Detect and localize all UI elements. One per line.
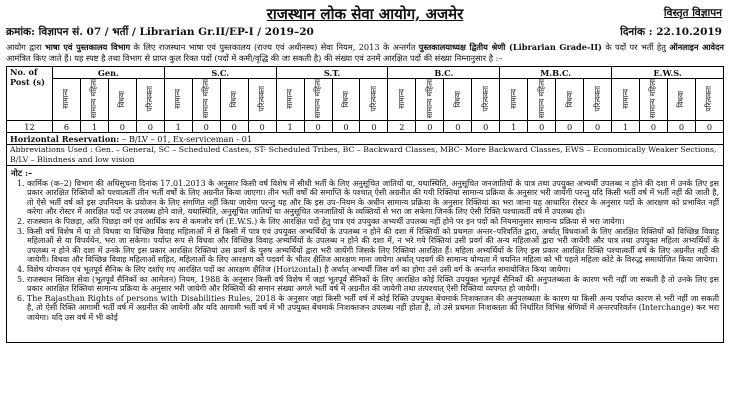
sub-header-4-1 <box>528 79 556 121</box>
sub-header-label: परित्यक्ता <box>368 85 378 112</box>
sub-header-5-2 <box>667 79 695 121</box>
abbreviations-row: Abbreviations Used : Gen. – General, SC – Scheduled Castes, ST- Scheduled Tribes, BC – Backward Classes, MBC- More Backward Classes, EWS – Economically Weaker Sections, B/LV – Blindness and low vision <box>7 145 724 165</box>
sub-header-1-0 <box>164 79 192 121</box>
header <box>6 4 724 40</box>
note-text: राजस्थान सिविल सेवा (भूतपूर्व सैनिकों का आमेलन) नियम, 1988 के अनुसार किसी वर्ष विशेष में जहां भूतपूर्व सैनिकों के लिए आरक्षित कोई रिक्ति उपयुक्त भूतपूर्व सैनिकों की अनुपलब्धता के कारण भरी नहीं जा सकती है तो उनके लिए इस प्रकार आरक्षित रिक्तियां सामान्य प्रक्रिया के अनुसार भरी जायेगी और रिक्तियों की समान संख्या अगले भर्ती वर्ष में अग्रनीत की जायेगी तथा तत्पश्चात् ऐसी रिक्तियां व्यपगत हो जायेगी। <box>27 274 719 294</box>
post-count-cell: 0 <box>136 121 164 133</box>
sub-header-label: परित्यक्ता <box>145 85 155 112</box>
sub-header-label: परित्यक्ता <box>480 85 490 112</box>
intro-text-2: के लिए राजस्थान भाषा एवं पुस्तकालय (राज्य एवं अधीनस्थ) सेवा नियम, 2013 के अन्तर्गत <box>130 42 419 52</box>
sub-header-2-1 <box>304 79 332 121</box>
post-count-cell: 0 <box>556 121 584 133</box>
intro-bold-1: भाषा एवं पुस्तकालय विभाग <box>44 42 131 52</box>
post-count-cell: 0 <box>444 121 472 133</box>
sub-header-label: परित्यक्ता <box>257 85 267 112</box>
sub-header-0-0 <box>53 79 81 121</box>
sub-header-label: विधवा <box>117 90 127 108</box>
post-count-cell: 0 <box>192 121 220 133</box>
note-number: 3. <box>17 226 25 236</box>
post-count-cell: 0 <box>584 121 612 133</box>
sub-header-label: सामान्य महिला <box>201 79 211 119</box>
post-count-cell: 0 <box>220 121 248 133</box>
sub-header-2-3 <box>360 79 388 121</box>
intro-text-4: आमंत्रित किए जाते हैं। यह स्पष्ट है तथा विभाग से प्राप्त कुल रिक्त पदों (पदों में कमी/वृद्धि की जा सकती है) की संख्या एवं उनमें आरक्षित पदों की संख्या निम्नानुसार है :– <box>6 52 503 63</box>
note-item <box>17 294 719 323</box>
post-count-cell: 2 <box>388 121 416 133</box>
sub-header-label: सामान्य <box>620 88 630 109</box>
sub-header-label: सामान्य महिला <box>648 79 658 119</box>
note-item <box>17 217 719 227</box>
note-item <box>17 227 719 265</box>
sub-header-1-2 <box>220 79 248 121</box>
sub-header-label: सामान्य <box>61 88 71 109</box>
post-count-cell: 0 <box>528 121 556 133</box>
horizontal-reservation-row <box>7 133 724 145</box>
post-count-cell: 0 <box>695 121 723 133</box>
sub-header-label: विधवा <box>229 90 239 108</box>
group-header-bc: B.C. <box>388 67 500 79</box>
note-text: कार्मिक (क–2) विभाग की अधिसूचना दिनांक 17.01.2013 के अनुसार किसी वर्ष विशेष में सीधी भर्ती के लिए अनुसूचित जातियों या, यथास्थिति, अनुसूचित जनजातियों के पात्र तथा उपयुक्त अभ्यर्थी उपलब्ध न होने की दशा में उनके लिए इस प्रकार आरक्षित रिक्तियों को पश्चात्वर्ती तीन भर्ती वर्षों के लिए अग्रनीत किया जाएगा। तीन भर्ती वर्षों की समाप्ति के पश्चात् ऐसी अग्रनीत की गयी रिक्तियां सामान्य प्रक्रिया के अनुसार भरी जायेंगी परन्तु यदि किसी भर्ती वर्ष में भर्ती नहीं की जाती है, तो ऐसे भर्ती वर्ष को इस उपनियम के प्रयोजन के लिए संगणित नहीं किया जायेगा परन्तु यह और कि इस उप–नियम के अधीन सामान्य प्रक्रिया के अनुसार रिक्तियां का भरा जाना यह आधारित रोस्टर के अनुसार पदों के आरक्षण को प्रभावित नहीं करेगा और रोस्टर में आरक्षित पदों पर उपलब्ध होने वाले, यथास्थिति, अनुसूचित जातियों या अनुसूचित जनजातियों के व्यक्तियों से भरा जा सकेगा जिनके लिए ऐसी रिक्ति पश्चात्वर्ती वर्ष में उपलब्ध हो। <box>27 178 719 217</box>
post-count-cell: 0 <box>360 121 388 133</box>
note-number: 4. <box>17 264 25 274</box>
note-text: किसी वर्ष विशेष में या तो विधवा या विच्छिन्न विवाह महिलाओं में से किसी में पात्र एवं उपयुक्त अभ्यर्थियों के उपलब्ध न होने की दशा में रिक्तियों को प्रथमतः अन्तर–परिवर्तित द्वारा, अर्थात् विधवाओं के लिए आरक्षित रिक्तियों को विच्छिन्न विवाह महिलाओं से या विपर्ययेन, भरा जा सकेगा। पर्याप्त रूप से विधवा और विच्छिन्न विवाह अभ्यर्थियों के उपलब्ध न होने की दशा में, न भरे गये रिक्तियां उसी प्रवर्ग की अन्य महिलाओं द्वारा भरी जायेंगी और पात्र तथा उपयुक्त महिला अभ्यर्थियों के उपलब्ध न होने की दशा में उनके लिए इस प्रकार आरक्षित रिक्तियां उस प्रवर्ग के पुरुष अभ्यर्थियों द्वारा भरी जायेंगी जिसके लिए रिक्तियां आरक्षित हैं। महिला अभ्यर्थियों के लिए इस प्रकार आरक्षित रिक्ति पश्चात्वर्ती वर्ष के लिए अग्रनीत नहीं की जायेगी। विधवा और विच्छिन्न विवाह महिलाओं सहित, महिलाओं के लिए आरक्षण को पदवर्ग के भीतर क्षैतिज आरक्षण माना जायेगा अर्थात् पदवर्ग की सामान्य योग्यता में चयनित महिला को भी पहले महिला कोटे के विरुद्ध समायोजित किया जायेगा। <box>27 226 719 265</box>
sub-header-3-0 <box>388 79 416 121</box>
total-posts: 12 <box>7 121 53 133</box>
sub-header-4-0 <box>500 79 528 121</box>
sub-header-label: सामान्य महिला <box>424 79 434 119</box>
sub-header-2-0 <box>276 79 304 121</box>
sub-header-4-2 <box>556 79 584 121</box>
note-text: विशेष योग्यजन एवं भूतपूर्व सैनिक के लिए दर्शाए गए आरक्षित पदों का आरक्षण क्षैतिज (Horizontal) है अर्थात् अभ्यर्थी जिस वर्ग का होगा उसे उसी वर्ग के अन्तर्गत समायोजित किया जायेगा। <box>27 264 571 274</box>
sub-header-3-2 <box>444 79 472 121</box>
sub-header-2-2 <box>332 79 360 121</box>
note-text: The Rajasthan Rights of persons with Disabilities Rules, 2018 के अनुसार जहां किसी भर्ती वर्ष में कोई रिक्ति उपयुक्त बेंचमार्क निःशक्तजन की अनुपलब्धता के कारण या किसी अन्य पर्याप्त कारण से भरी नहीं जा सकती है, तो ऐसी रिक्ति आगामी भर्ती वर्ष में अग्रनीत की जायेगी और यदि आगामी भर्ती वर्ष में भी उपयुक्त बेंचमार्क निःशक्तजन उपलब्ध नहीं होता है, तो उसे प्रथमतः निःशक्तता की निर्धारित विभिन्न श्रेणियों में अन्तरपरिवर्तन (Interchange) कर भरा जायेगा। यदि उस वर्ष में भी कोई <box>27 293 719 322</box>
post-count-cell: 1 <box>80 121 108 133</box>
sub-header-5-3 <box>695 79 723 121</box>
note-text: राजस्थान के पिछड़ा, अति पिछड़ा वर्ग एवं आर्थिक रूप से कमजोर वर्ग (E.W.S.) के लिए आरक्षित पदों हेतु पात्र एवं उपयुक्त अभ्यर्थी उपलब्ध नहीं होने पर इन पदों को नियमानुसार सामान्य प्रक्रिया से भरा जायेगा। <box>27 217 625 226</box>
note-item <box>17 265 719 275</box>
post-count-cell: 0 <box>472 121 500 133</box>
sub-header-label: सामान्य <box>396 88 406 109</box>
sub-header-label: विधवा <box>676 90 686 108</box>
note-number: 5. <box>17 274 25 284</box>
group-header-gen: Gen. <box>53 67 165 79</box>
post-count-cell: 6 <box>53 121 81 133</box>
post-count-cell: 0 <box>108 121 136 133</box>
intro-text-1: आयोग द्वारा <box>6 42 45 52</box>
note-number: 6. <box>17 293 25 303</box>
post-count-cell: 1 <box>612 121 640 133</box>
sub-header-label: सामान्य महिला <box>536 79 546 119</box>
post-count-cell: 0 <box>416 121 444 133</box>
sub-header-label: सामान्य <box>508 88 518 109</box>
intro-paragraph <box>6 42 724 63</box>
post-count-cell: 1 <box>276 121 304 133</box>
sub-header-5-1 <box>640 79 668 121</box>
post-count-cell: 1 <box>164 121 192 133</box>
note-number: 1. <box>17 178 25 188</box>
notes-section <box>6 166 724 343</box>
post-count-cell: 0 <box>640 121 668 133</box>
group-header-sc: S.C. <box>164 67 276 79</box>
reference-number: क्रमांक: विज्ञापन सं. 07 / भर्ती / Librarian Gr.II/EP-I / 2019–20 <box>6 26 314 38</box>
group-header-mbc: M.B.C. <box>500 67 612 79</box>
sub-header-0-2 <box>108 79 136 121</box>
sub-header-label: सामान्य महिला <box>89 79 99 119</box>
post-count-cell: 1 <box>500 121 528 133</box>
sub-header-label: सामान्य <box>173 88 183 109</box>
sub-header-1-1 <box>192 79 220 121</box>
horizontal-reservation-value: – B/LV – 01, Ex-serviceman - 01 <box>122 133 253 144</box>
sub-header-label: परित्यक्ता <box>592 85 602 112</box>
intro-bold-3: ऑनलाइन आवेदन <box>669 42 724 52</box>
intro-bold-2: पुस्तकालयाध्यक्ष द्वितीय श्रेणी (Librarian Grade-II) <box>418 42 602 52</box>
sub-header-label: सामान्य महिला <box>313 79 323 119</box>
note-number: 2. <box>17 217 25 226</box>
sub-header-5-0 <box>612 79 640 121</box>
post-count-cell: 0 <box>667 121 695 133</box>
sub-header-label: विधवा <box>341 90 350 108</box>
sub-header-0-1 <box>80 79 108 121</box>
sub-header-label: सामान्य <box>285 88 295 109</box>
advertisement-date: दिनांक : 22.10.2019 <box>620 26 722 38</box>
note-item <box>17 179 719 217</box>
post-count-cell: 0 <box>248 121 276 133</box>
sub-header-3-1 <box>416 79 444 121</box>
intro-text-3: के पदों पर भर्ती हेतु <box>601 42 670 52</box>
reservation-table <box>6 66 724 165</box>
sub-header-1-3 <box>248 79 276 121</box>
post-count-cell: 0 <box>304 121 332 133</box>
post-count-cell: 0 <box>332 121 360 133</box>
sub-header-label: विधवा <box>452 90 462 108</box>
sub-header-0-3 <box>136 79 164 121</box>
sub-header-3-3 <box>472 79 500 121</box>
note-item <box>17 275 719 294</box>
advertisement-label: विस्तृत विज्ञापन <box>663 7 722 19</box>
sub-header-4-3 <box>584 79 612 121</box>
group-header-st: S.T. <box>276 67 388 79</box>
group-header-ews: E.W.S. <box>612 67 724 79</box>
notes-heading: नोट :– <box>11 167 33 178</box>
horizontal-reservation-label: Horizontal Reservation: <box>10 133 123 144</box>
sub-header-label: परित्यक्ता <box>704 85 714 112</box>
notes-list <box>11 179 719 323</box>
no-of-post-header: No. of Post (s) <box>7 67 53 121</box>
sub-header-label: विधवा <box>564 90 574 108</box>
page-title: राजस्थान लोक सेवा आयोग, अजमेर <box>266 5 464 23</box>
